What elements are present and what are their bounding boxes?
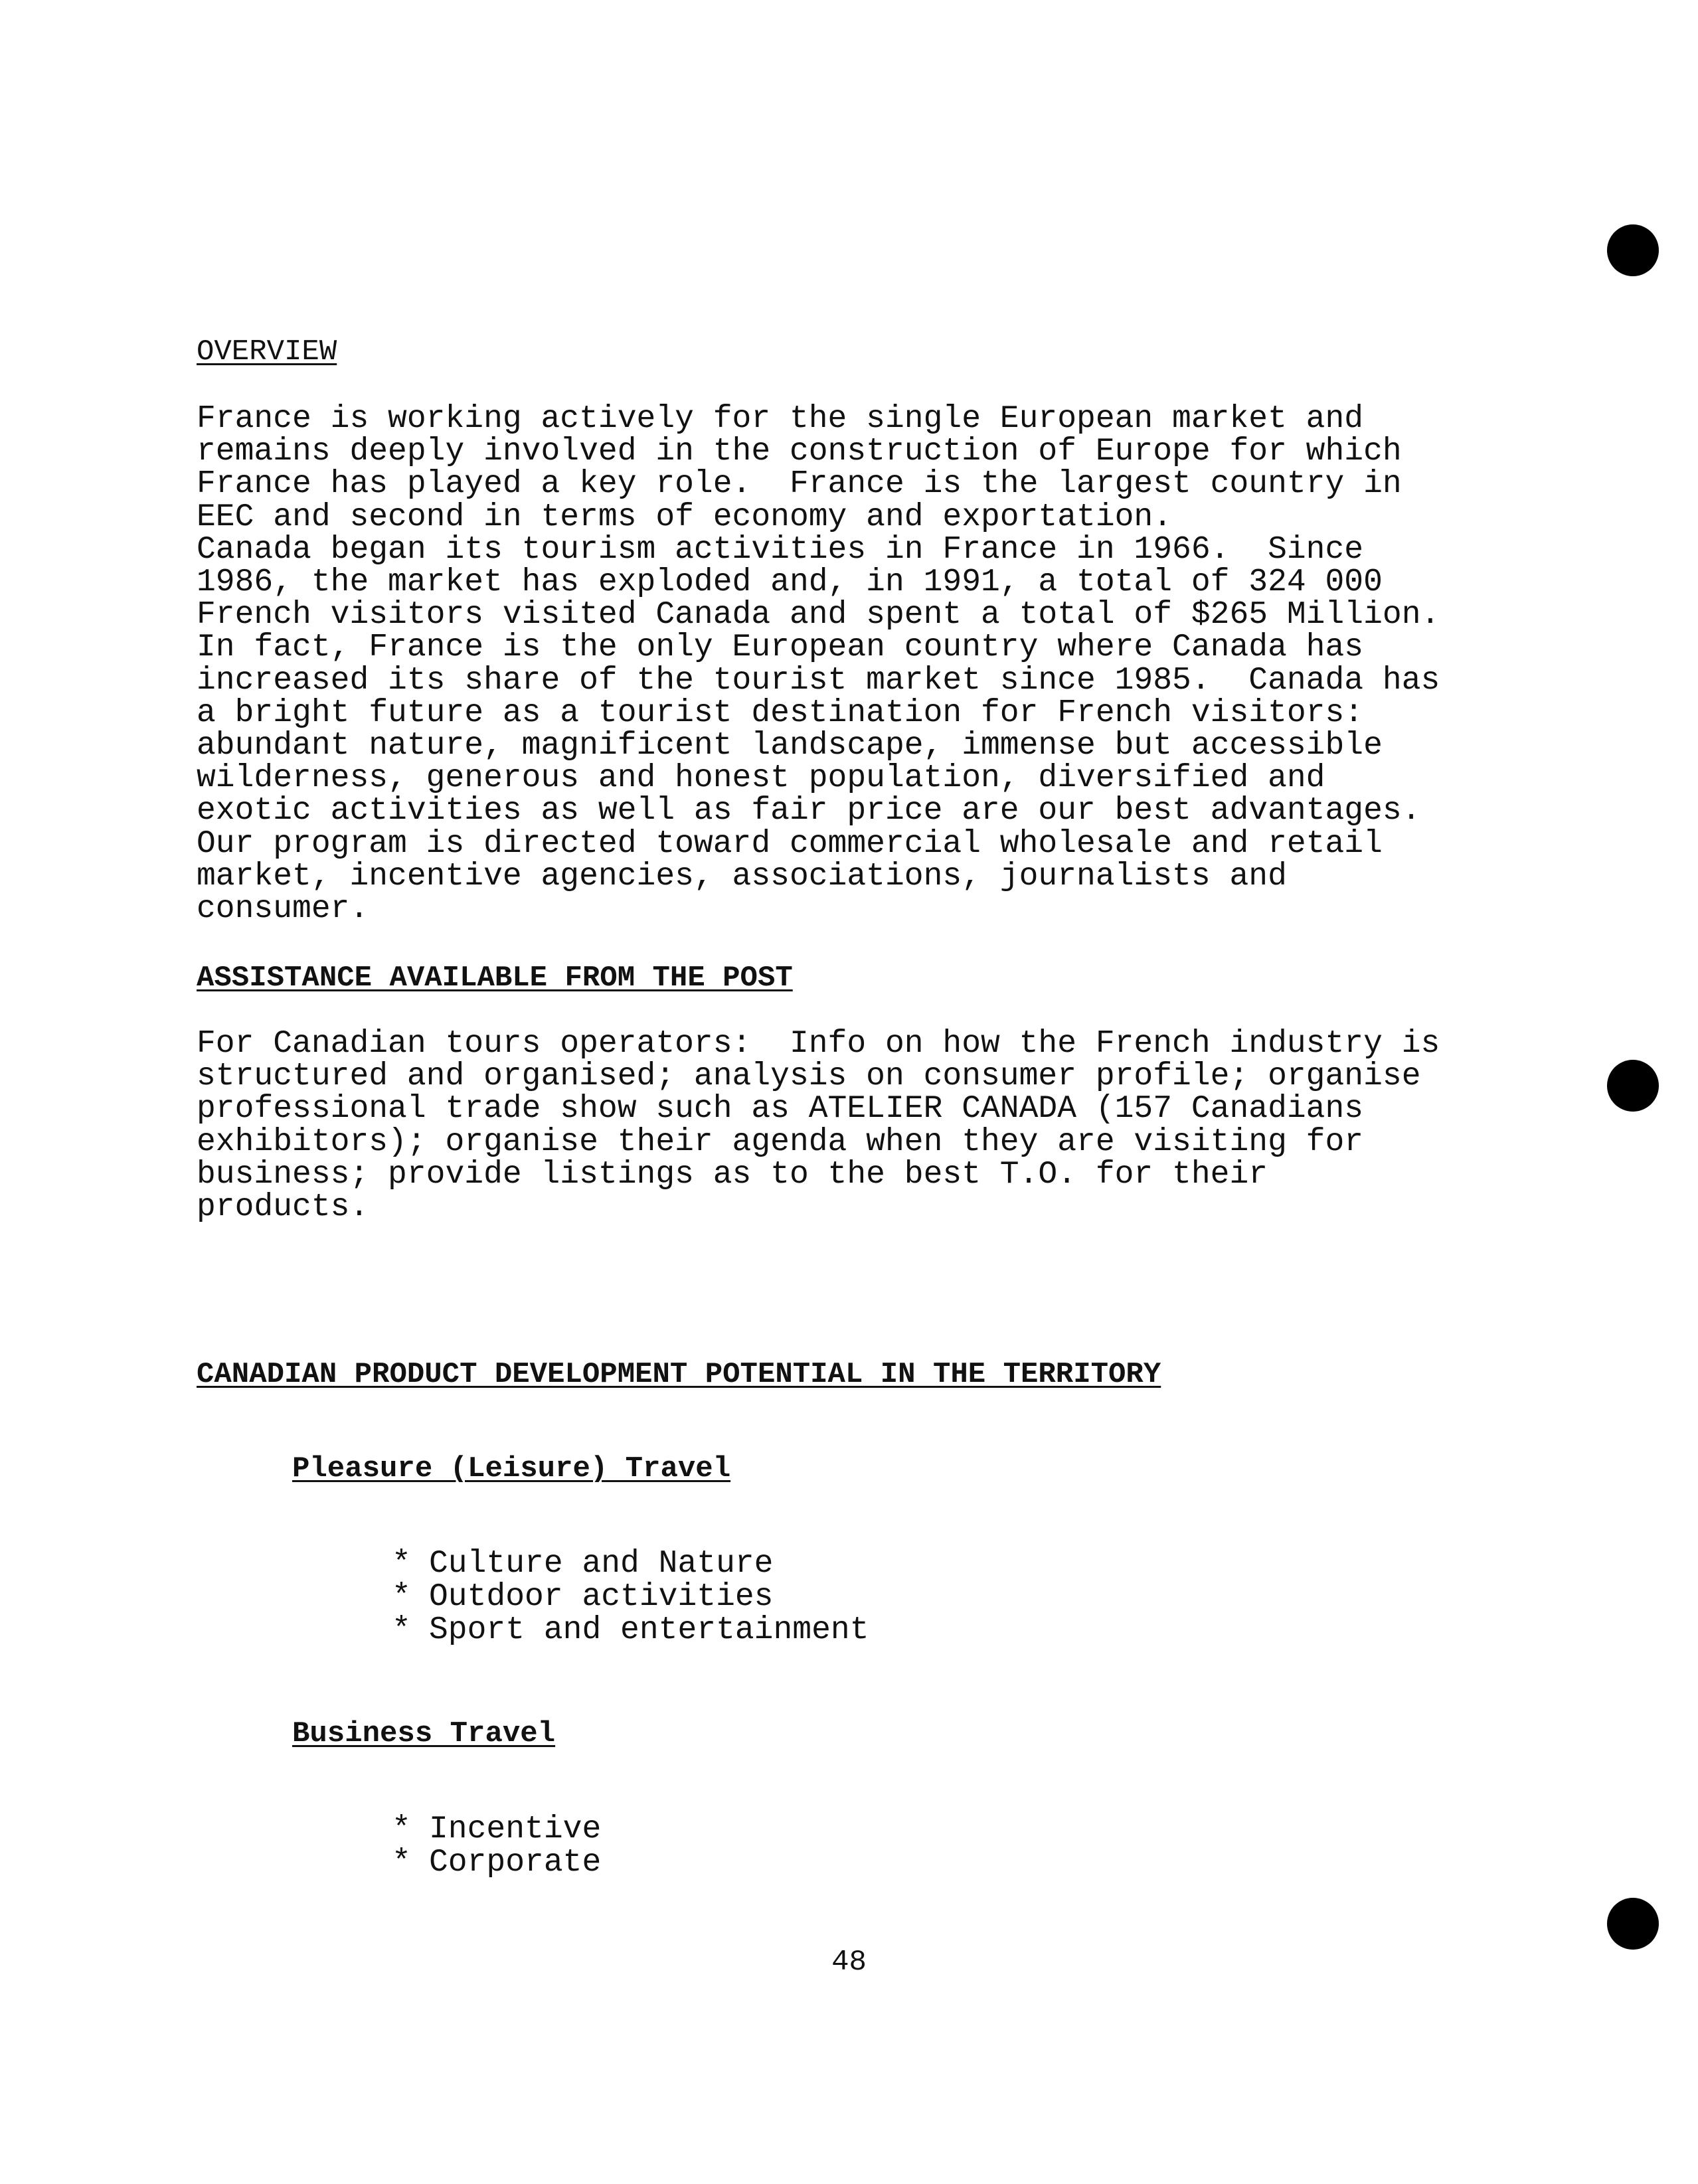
overview-heading: OVERVIEW bbox=[197, 335, 337, 369]
assistance-heading: ASSISTANCE AVAILABLE FROM THE POST bbox=[197, 962, 793, 995]
product-development-heading: CANADIAN PRODUCT DEVELOPMENT POTENTIAL IN THE TERRITORY bbox=[197, 1358, 1161, 1391]
binder-hole-middle bbox=[1607, 1060, 1659, 1112]
business-travel-heading: Business Travel bbox=[292, 1717, 556, 1750]
business-travel-list bbox=[392, 1813, 601, 1879]
list-item: * Corporate bbox=[392, 1845, 602, 1881]
list-item: * Culture and Nature bbox=[392, 1546, 774, 1582]
page-number: 48 bbox=[831, 1946, 867, 1979]
bullet-icon: * bbox=[392, 1811, 411, 1847]
pleasure-travel-list bbox=[392, 1547, 869, 1647]
binder-hole-top bbox=[1607, 224, 1659, 276]
bullet-icon: * bbox=[392, 1579, 411, 1615]
bullet-icon: * bbox=[392, 1845, 411, 1881]
bullet-icon: * bbox=[392, 1612, 411, 1648]
list-item: * Incentive bbox=[392, 1811, 602, 1847]
list-item: * Outdoor activities bbox=[392, 1579, 774, 1615]
bullet-icon: * bbox=[392, 1546, 411, 1582]
list-item: * Sport and entertainment bbox=[392, 1612, 869, 1648]
binder-hole-bottom bbox=[1607, 1898, 1659, 1950]
assistance-paragraph: For Canadian tours operators: Info on how the French industry is structured and organised; analysis on consumer profile; organise professional trade show such as ATELIER CANADA (157 Canadians exhibitors); organise their agenda when they are visiting for business; provide listings as to the best T.O. for their products. bbox=[197, 1026, 1440, 1226]
pleasure-travel-heading: Pleasure (Leisure) Travel bbox=[292, 1452, 731, 1485]
overview-paragraph: France is working actively for the single European market and remains deeply involved in the construction of Europe for which France has played a key role. France is the largest country in EEC and second in terms of economy and exportation. Canada began its tourism activities in France in 1966. Since 1986, the market has exploded and, in 1991, a total of 324 000 French visitors visited Canada and spent a total of $265 Million. In fact, France is the only European country where Canada has increased its share of the tourist market since 1985. Canada has a bright future as a tourist destination for French visitors: abundant nature, magnificent landscape, immense but accessible wilderness, generous and honest population, diversified and exotic activities as well as fair price are our best advantages. Our program is directed toward commercial wholesale and retail market, incentive agencies, associations, journalists and consumer. bbox=[197, 401, 1440, 928]
